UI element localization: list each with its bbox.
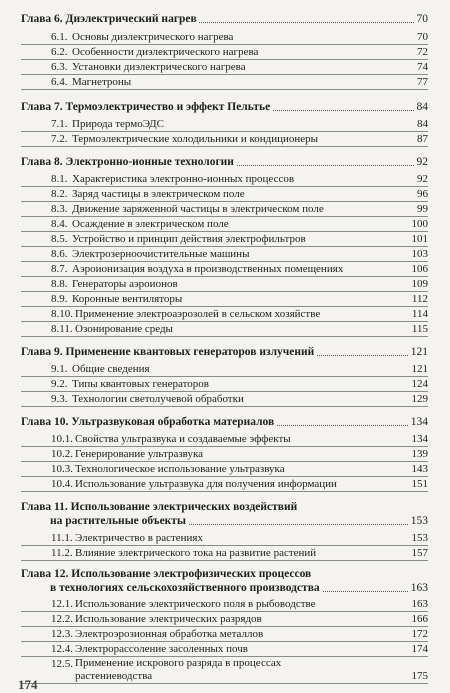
toc-entry: 8.5. Устройство и принцип действия электрофильтров 101 [21,232,428,247]
toc-entry: 8.1. Характеристика электронно-ионных процессов 92 [21,172,428,187]
toc-entry: 7.1. Природа термоЭДС 84 [21,117,428,132]
page-number: 174 [18,677,38,692]
chapter-9-heading: Глава 9. Применение квантовых генераторов излучений 121 [21,346,428,358]
toc-entry: 12.4. Электрорассоление засоленных почв 174 [21,642,428,657]
toc-entry: 8.8. Генераторы аэроионов 109 [21,277,428,292]
toc-entry: 10.2. Генерирование ультразвука 139 [21,447,428,462]
toc-entry: 6.1. Основы диэлектрического нагрева 70 [21,30,428,45]
toc-entry: 11.2. Влияние электрического тока на развитие растений 157 [21,546,428,561]
toc-entry: 11.1. Электричество в растениях 153 [21,531,428,546]
toc-entry: 8.2. Заряд частицы в электрическом поле 96 [21,187,428,202]
toc-entry: 12.5. Применение искрового разряда в процессах растениеводства 175 [21,656,428,684]
toc-entry: 8.10. Применение электроаэрозолей в сельском хозяйстве 114 [21,307,428,322]
toc-entry: 6.3. Установки диэлектрического нагрева 74 [21,60,428,75]
toc-entry: 10.3. Технологическое использование ультразвука 143 [21,462,428,477]
toc-entry: 8.11. Озонирование среды 115 [21,322,428,337]
toc-entry: 12.1. Использование электрического поля в рыбоводстве 163 [21,597,428,612]
chapter-6-heading: Глава 6. Диэлектрический нагрев 70 [21,13,428,25]
chapter-10-heading: Глава 10. Ультразвуковая обработка материалов 134 [21,416,428,428]
toc-entry: 8.7. Аэроионизация воздуха в производственных помещениях 106 [21,262,428,277]
toc-entry: 6.4. Магнетроны 77 [21,75,428,90]
toc-entry: 8.6. Электрозерноочистительные машины 103 [21,247,428,262]
toc-entry: 8.9. Коронные вентиляторы 112 [21,292,428,307]
toc-entry: 9.3. Технологии светолучевой обработки 129 [21,392,428,407]
toc-entry: 10.1. Свойства ультразвука и создаваемые эффекты 134 [21,432,428,447]
toc-entry: 8.3. Движение заряженной частицы в электрическом поле 99 [21,202,428,217]
toc-entry: 12.3. Электроэрозионная обработка металлов 172 [21,627,428,642]
chapter-8-heading: Глава 8. Электронно-ионные технологии 92 [21,156,428,168]
toc-entry: 10.4. Использование ультразвука для получения информации 151 [21,477,428,492]
chapter-11-heading: Глава 11. Использование электрических воздействий на растительные объекты 153 [21,501,428,527]
toc-entry: 12.2. Использование электрических разрядов 166 [21,612,428,627]
toc-entry: 6.2. Особенности диэлектрического нагрева 72 [21,45,428,60]
toc-entry: 9.1. Общие сведения 121 [21,362,428,377]
chapter-12-heading: Глава 12. Использование электрофизических процессов в технологиях сельскохозяйственного производства 163 [21,568,428,594]
chapter-7-heading: Глава 7. Термоэлектричество и эффект Пельтье 84 [21,101,428,113]
toc-entry: 8.4. Осаждение в электрическом поле 100 [21,217,428,232]
toc-entry: 7.2. Термоэлектрические холодильники и кондиционеры 87 [21,132,428,147]
toc-entry: 9.2. Типы квантовых генераторов 124 [21,377,428,392]
